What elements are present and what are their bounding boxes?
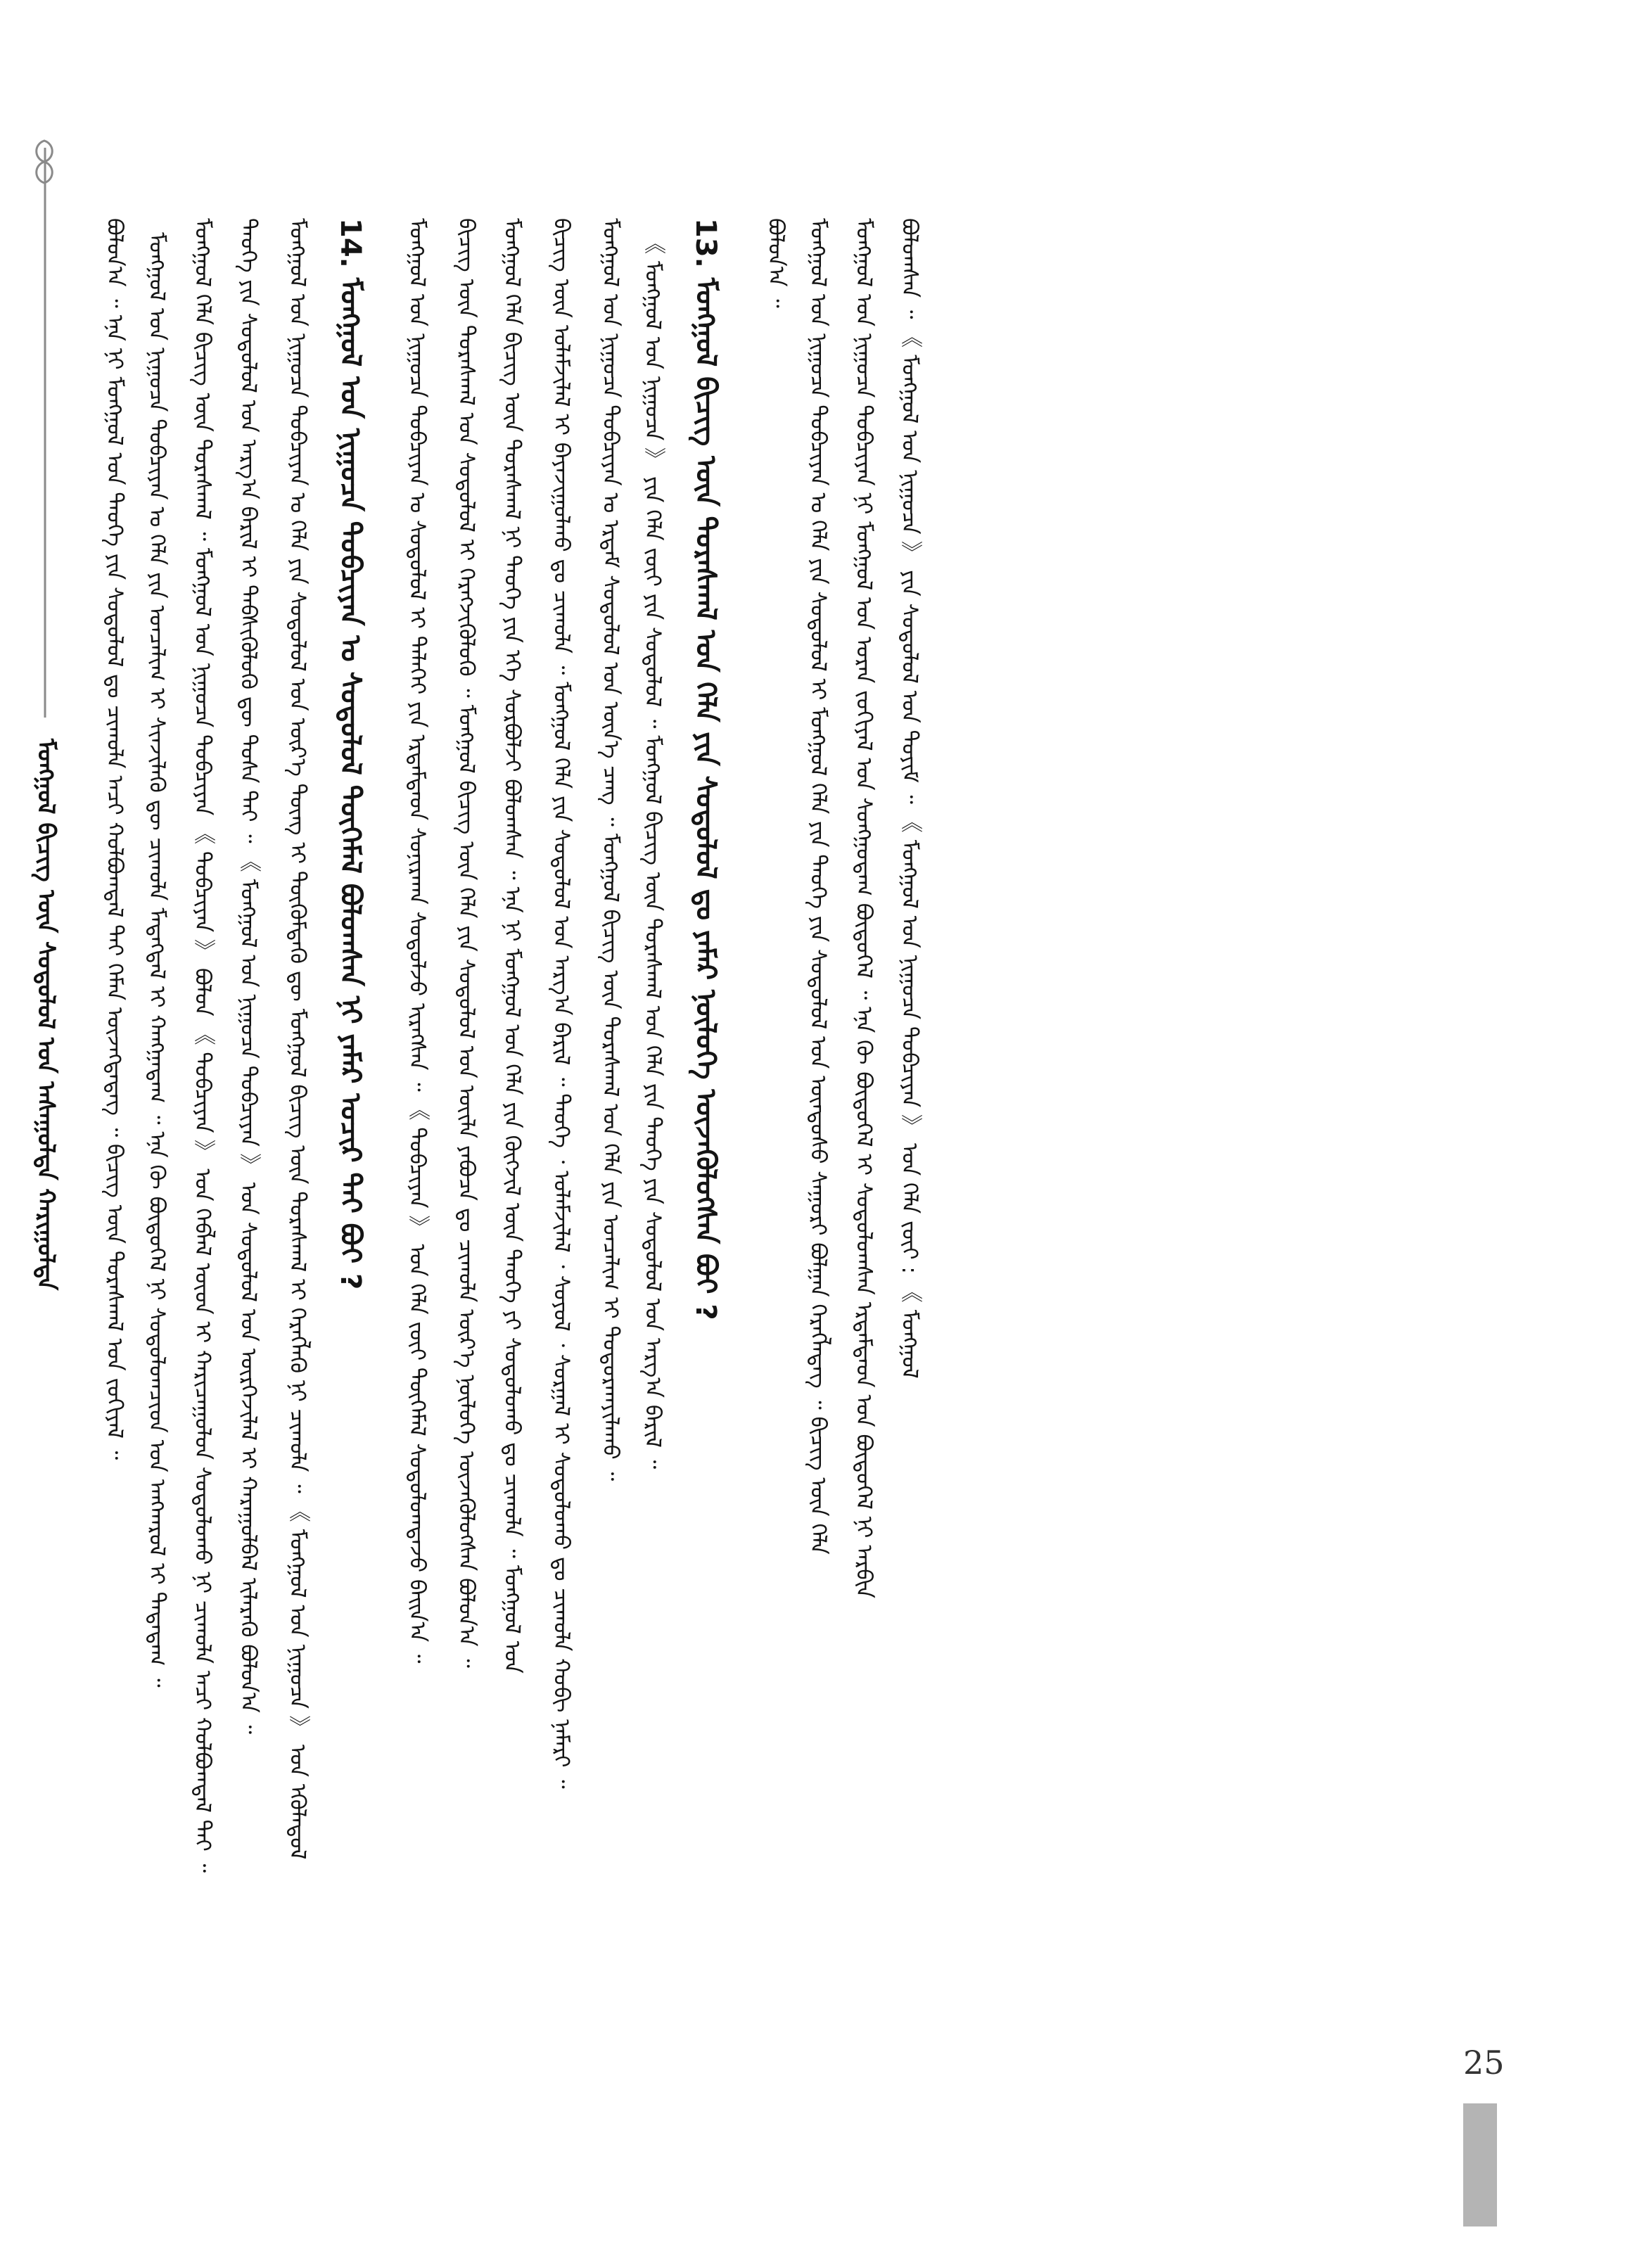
page-number: 25 bbox=[1463, 2044, 1505, 2082]
text-column-4: ᠲᠡᠦᠬᠡ ᠶᠢᠨ ᠰᠤᠳᠤᠯᠤᠯ ᠤᠨ ᠠᠷᠭ᠎ᠠ ᠪᠠᠷᠢᠯ ᠢ ᠳᠡᠪᠰᠢᠭᠦᠯᠦᠬᠦ ᠳᠦ ᠲᠤᠰᠠ ᠲᠠᠢ ᠃ 《 ᠮᠣᠩᠭᠣᠯ ᠤᠨ ᠨᠢᠭᠤᠴᠠ ᠲᠣᠪᠴᠢᠶᠠᠨ 》 ᠤᠨ ᠰᠤᠳᠤᠯᠤᠯ ᠤᠨ ᠦᠷᠭᠡᠵᠢᠯᠡᠯ ᠢ ᠬᠠᠷᠠᠭᠤᠯᠪᠠᠯ ᠢᠯᠡᠷᠡᠬᠦ ᠪᠣᠯᠤᠨ᠎ᠠ ᠃ bbox=[236, 218, 261, 1735]
text-column-15: ᠮᠣᠩᠭᠣᠯ ᠤᠨ ᠨᠢᠭᠤᠴᠠ ᠲᠣᠪᠴᠢᠶᠠᠨ ᠤ ᠬᠡᠯᠡ ᠶᠢᠨ ᠰᠤᠳᠤᠯᠤᠯ ᠢ ᠮᠣᠩᠭᠣᠯ ᠬᠡᠯᠡ ᠶᠢᠨ ᠲᠡᠦᠬᠡ ᠶᠢᠨ ᠰᠤᠳᠤᠯᠤᠯ ᠤᠨ ᠦᠨᠳᠦᠰᠦ ᠰᠠᠭᠤᠷᠢ ᠪᠣᠯᠭᠠᠨ ᠬᠡᠷᠡᠭᠯᠡᠳᠡᠭ ᠃ ᠪᠢᠴᠢᠭ᠌ ᠦᠨ ᠬᠡᠯᠡ bbox=[805, 218, 831, 1555]
text-column-17: ᠪᠣᠯᠤᠭᠰᠠᠨ ᠃ 《 ᠮᠣᠩᠭᠣᠯ ᠤᠨ ᠨᠢᠭᠤᠴᠠ 》 ᠶᠢᠨ ᠰᠤᠳᠤᠯᠤᠯ ᠤᠨ ᠲᠣᠶᠢᠮ ᠃ 《 ᠮᠣᠩᠭᠣᠯ ᠤᠨ ᠨᠢᠭᠤᠴᠠ ᠲᠣᠪᠴᠢᠶᠠᠨ 》 ᠤᠨ ᠬᠡᠯᠡ ᠵᠦᠢ : 《 ᠮᠣᠩᠭᠣᠯ bbox=[897, 218, 922, 1379]
text-column-1: ᠪᠣᠯᠤᠨ᠎ᠠ ᠃ ᠡᠨᠡ ᠨᠢ ᠮᠣᠩᠭᠣᠯ ᠤᠨ ᠲᠡᠦᠬᠡ ᠶᠢᠨ ᠰᠤᠳᠤᠯᠤᠯ ᠳᠤ ᠴᠢᠬᠤᠯᠠ ᠠᠴᠢ ᠬᠣᠯᠪᠣᠭᠳᠠᠯ ᠲᠠᠢ ᠬᠡᠮᠡᠨ ᠦᠵᠡᠭᠳᠡᠳᠡᠭ ᠃ ᠪᠢᠴᠢᠭ᠌ ᠦᠨ ᠳᠤᠷᠠᠰᠬᠠᠯ ᠤᠨ ᠵᠣᠬᠢᠶᠠᠯ ᠃ bbox=[102, 218, 127, 1460]
text-column-3: ᠮᠣᠩᠭᠣᠯ ᠬᠡᠯᠡ ᠪᠢᠴᠢᠭ᠌ ᠦᠨ ᠳᠤᠷᠠᠰᠬᠠᠯ ᠃ ᠮᠣᠩᠭᠣᠯ ᠤᠨ ᠨᠢᠭᠤᠴᠠ ᠲᠣᠪᠴᠢᠶᠠᠨ 《 ᠲᠣᠪᠴᠢᠶᠠᠨ 》 ᠪᠣᠯᠤᠨ 《 ᠲᠣᠪᠴᠢᠶᠠᠨ 》 ᠤᠨ ᠬᠡᠪᠯᠡᠯ ᠦᠳ ᠢ ᠬᠠᠷᠢᠴᠠᠭᠤᠯᠤᠨ ᠰᠤᠳᠤᠯᠤᠬᠤ ᠨᠢ ᠴᠢᠬᠤᠯᠠ ᠠᠴᠢ ᠬᠣᠯᠪᠣᠭᠳᠠᠯ ᠲᠠᠢ ᠃ bbox=[190, 218, 215, 1873]
text-column-8: ᠪᠢᠴᠢᠭ᠌ ᠦᠨ ᠳᠤᠷᠠᠰᠬᠠᠯ ᠤᠨ ᠰᠤᠳᠤᠯᠤᠯ ᠢ ᠬᠡᠷᠡᠭᠵᠢᠭᠦᠯᠦᠬᠦ ᠃ ᠮᠣᠩᠭᠣᠯ ᠪᠢᠴᠢᠭ᠌ ᠦᠨ ᠬᠡᠯᠡ ᠶᠢᠨ ᠰᠤᠳᠤᠯᠤᠯ ᠤᠨ ᠦᠢᠯᠡ ᠶᠠᠪᠤᠴᠠ ᠳᠤ ᠴᠢᠬᠤᠯᠠ ᠦᠷ᠎ᠡ ᠨᠦᠯᠦᠭᠡ ᠦᠵᠡᠭᠦᠯᠦᠭᠰᠡᠨ ᠪᠣᠯᠤᠨ᠎ᠠ ᠃ bbox=[454, 218, 479, 1668]
text-column-12: 《 ᠮᠣᠩᠭᠣᠯ ᠤᠨ ᠨᠢᠭᠤᠴᠠ 》 ᠶᠢᠨ ᠬᠡᠯᠡ ᠵᠦᠢ ᠶᠢᠨ ᠰᠤᠳᠤᠯᠤᠯ ᠃ ᠮᠣᠩᠭᠣᠯ ᠪᠢᠴᠢᠭ᠌ ᠦᠨ ᠳᠤᠷᠠᠰᠬᠠᠯ ᠤᠨ ᠬᠡᠯᠡ ᠶᠢᠨ ᠲᠡᠦᠬᠡ ᠶᠢᠨ ᠰᠤᠳᠤᠯᠤᠯ ᠤᠨ ᠠᠷᠭ᠎ᠠ ᠪᠠᠷᠢᠯ ᠃ bbox=[640, 232, 665, 1470]
header-rule bbox=[42, 148, 48, 718]
text-column-10: ᠪᠢᠴᠢᠭ᠌ ᠦᠨ ᠤᠯᠠᠮᠵᠢᠯᠠᠯ ᠢ ᠪᠠᠶᠠᠵᠢᠭᠤᠯᠬᠤ ᠳᠤ ᠴᠢᠬᠤᠯᠠ ᠃ ᠮᠣᠩᠭᠣᠯ ᠬᠡᠯᠡ ᠶᠢᠨ ᠰᠤᠳᠤᠯᠤᠯ ᠤᠨ ᠠᠷᠭ᠎ᠠ ᠪᠠᠷᠢᠯ ᠃ ᠲᠡᠦᠬᠡ ᠂ ᠤᠯᠠᠮᠵᠢᠯᠠᠯ ᠂ ᠰᠣᠶᠤᠯ ᠂ ᠰᠤᠷᠭᠠᠯ ᠢ ᠰᠤᠳᠤᠯᠤᠬᠤ ᠳᠤ ᠴᠢᠬᠤᠯᠠ ᠬᠤᠪᠢ ᠨᠡᠮᠡᠷᠢ ᠃ bbox=[549, 218, 574, 1789]
side-tab-marker bbox=[1463, 2103, 1497, 2226]
question-heading-13: 13. ᠮᠣᠩᠭᠣᠯ ᠪᠢᠴᠢᠭ᠌ ᠦᠨ ᠳᠤᠷᠠᠰᠬᠠᠯ ᠤᠨ ᠬᠡᠯᠡ ᠶᠢᠨ ᠰᠤᠳᠤᠯᠤᠯ ᠳᠤ ᠶᠠᠮᠠᠷ ᠨᠦᠯᠦᠭᠡ ᠦᠵᠡᠭᠦᠯᠦᠭᠰᠡᠨ ᠪᠤᠢ ? bbox=[689, 218, 722, 1320]
text-column-11: ᠮᠣᠩᠭᠣᠯ ᠤᠨ ᠨᠢᠭᠤᠴᠠ ᠲᠣᠪᠴᠢᠶᠠᠨ ᠤ ᠡᠷᠳᠡᠮ ᠰᠤᠳᠤᠯᠤᠯ ᠤᠨ ᠦᠨ᠎ᠡ ᠴᠡᠩ ᠃ ᠮᠣᠩᠭᠣᠯ ᠪᠢᠴᠢᠭ᠌ ᠦᠨ ᠳᠤᠷᠠᠰᠬᠠᠯ ᠤᠨ ᠬᠡᠯᠡ ᠶᠢᠨ ᠣᠨᠴᠠᠯᠢᠭ ᠢ ᠲᠣᠳᠤᠷᠬᠠᠶᠢᠯᠠᠬᠤ ᠃ bbox=[598, 218, 623, 1482]
question-heading-14: 14. ᠮᠣᠩᠭᠣᠯ ᠤᠨ ᠨᠢᠭᠤᠴᠠ ᠲᠣᠪᠴᠢᠶᠠᠨ ᠤ ᠰᠤᠳᠤᠯᠤᠯ ᠲᠦᠭᠡᠮᠡᠯ ᠪᠣᠯᠤᠭᠰᠠᠨ ᠨᠢ ᠶᠠᠮᠠᠷ ᠤᠴᠢᠷ ᠲᠠᠢ ᠪᠤᠢ ? bbox=[334, 218, 367, 1290]
text-column-9: ᠮᠣᠩᠭᠣᠯ ᠬᠡᠯᠡ ᠪᠢᠴᠢᠭ᠌ ᠦᠨ ᠳᠤᠷᠠᠰᠬᠠᠯ ᠨᠢ ᠲᠡᠦᠬᠡ ᠶᠢᠨ ᠡᠬᠡ ᠰᠤᠷᠪᠤᠯᠵᠢ ᠪᠣᠯᠤᠭᠰᠠᠨ ᠃ ᠡᠨᠡ ᠨᠢ ᠮᠣᠩᠭᠣᠯ ᠤᠨ ᠬᠡᠯᠡ ᠶᠢᠨ ᠬᠦᠭᠵᠢᠯ ᠦᠨ ᠲᠡᠦᠬᠡ ᠶᠢ ᠰᠤᠳᠤᠯᠤᠬᠤ ᠳᠤ ᠴᠢᠬᠤᠯᠠ ᠃ ᠮᠣᠩᠭᠣᠯ ᠤᠨ bbox=[499, 218, 525, 1674]
running-header: ᠮᠣᠩᠭᠣᠯ ᠪᠢᠴᠢᠭ᠌ ᠦᠨ ᠰᠤᠳᠤᠯᠤᠯ ᠤᠨ ᠠᠰᠠᠭᠤᠯᠲᠠ ᠬᠠᠷᠢᠭᠤᠯᠲᠠ bbox=[32, 739, 60, 1291]
text-column-14: ᠪᠣᠯᠤᠨ᠎ᠠ ᠃ bbox=[763, 218, 789, 308]
text-column-7: ᠮᠣᠩᠭᠣᠯ ᠤᠨ ᠨᠢᠭᠤᠴᠠ ᠲᠣᠪᠴᠢᠶᠠᠨ ᠤ ᠰᠤᠳᠤᠯᠤᠯ ᠢ ᠳᠡᠯᠡᠬᠡᠢ ᠶᠢᠨ ᠡᠷᠳᠡᠮᠲᠡᠳ ᠰᠣᠨᠢᠷᠬᠠᠨ ᠰᠤᠳᠤᠯᠵᠤ ᠢᠷᠡᠭᠰᠡᠨ ᠃ 《 ᠲᠣᠪᠴᠢᠶᠠᠨ 》 ᠤᠨ ᠬᠡᠯᠡ ᠵᠦᠢ ᠲᠦᠭᠡᠮᠡᠯ ᠰᠤᠳᠤᠯᠤᠭᠳᠠᠵᠤ ᠪᠠᠢᠨ᠎ᠠ ᠃ bbox=[404, 218, 430, 1664]
text-column-16: ᠮᠣᠩᠭᠣᠯ ᠤᠨ ᠨᠢᠭᠤᠴᠠ ᠲᠣᠪᠴᠢᠶᠠᠨ ᠨᠢ ᠮᠣᠩᠭᠣᠯ ᠤᠨ ᠤᠷᠠᠨ ᠵᠣᠬᠢᠶᠠᠯ ᠤᠨ ᠰᠣᠩᠭᠣᠳᠠᠭ ᠪᠦᠲᠦᠭᠡᠯ ᠃ ᠡᠨᠡ ᠬᠦ ᠪᠦᠲᠦᠭᠡᠯ ᠢ ᠰᠤᠳᠤᠯᠤᠭᠰᠠᠨ ᠡᠷᠳᠡᠮᠲᠡᠳ ᠤᠨ ᠪᠦᠲᠦᠭᠡᠯ ᠨᠢ ᠠᠷᠪᠢᠨ bbox=[851, 218, 877, 1598]
text-column-5: ᠮᠣᠩᠭᠣᠯ ᠤᠨ ᠨᠢᠭᠤᠴᠠ ᠲᠣᠪᠴᠢᠶᠠᠨ ᠤ ᠬᠡᠯᠡ ᠶᠢᠨ ᠰᠤᠳᠤᠯᠤᠯ ᠤᠨ ᠦᠷ᠎ᠡ ᠳᠦᠩ ᠢ ᠳᠦᠭᠦᠮᠳᠡᠬᠦ ᠳᠦ ᠮᠣᠩᠭᠣᠯ ᠪᠢᠴᠢᠭ᠌ ᠦᠨ ᠳᠤᠷᠠᠰᠬᠠᠯ ᠢ ᠬᠡᠷᠡᠭᠯᠡᠬᠦ ᠨᠢ ᠴᠢᠬᠤᠯᠠ ᠃ 《 ᠮᠣᠩᠭᠣᠯ ᠤᠨ ᠨᠢᠭᠤᠴᠠ 》 ᠤᠨ ᠡᠭᠦᠯᠡᠳᠦᠯ bbox=[285, 218, 310, 1860]
text-column-2: ᠮᠣᠩᠭᠣᠯ ᠤᠨ ᠨᠢᠭᠤᠴᠠ ᠲᠣᠪᠴᠢᠶᠠᠨ ᠤ ᠬᠡᠯᠡ ᠶᠢᠨ ᠣᠨᠴᠠᠯᠢᠭ ᠢ ᠰᠢᠨᠵᠢᠯᠡᠬᠦ ᠳᠦ ᠴᠢᠬᠤᠯᠠ ᠮᠡᠳᠡᠭᠳᠡᠯ ᠢ ᠬᠠᠩᠭᠠᠳᠠᠭ ᠃ ᠡᠨᠡ ᠬᠦ ᠪᠦᠲᠦᠭᠡᠯ ᠨᠢ ᠰᠤᠳᠤᠯᠤᠭᠴᠢᠳ ᠤᠨ ᠠᠩᠬᠠᠷᠤᠯ ᠢ ᠲᠠᠲᠠᠳᠠᠭ ᠃ bbox=[144, 232, 170, 1688]
